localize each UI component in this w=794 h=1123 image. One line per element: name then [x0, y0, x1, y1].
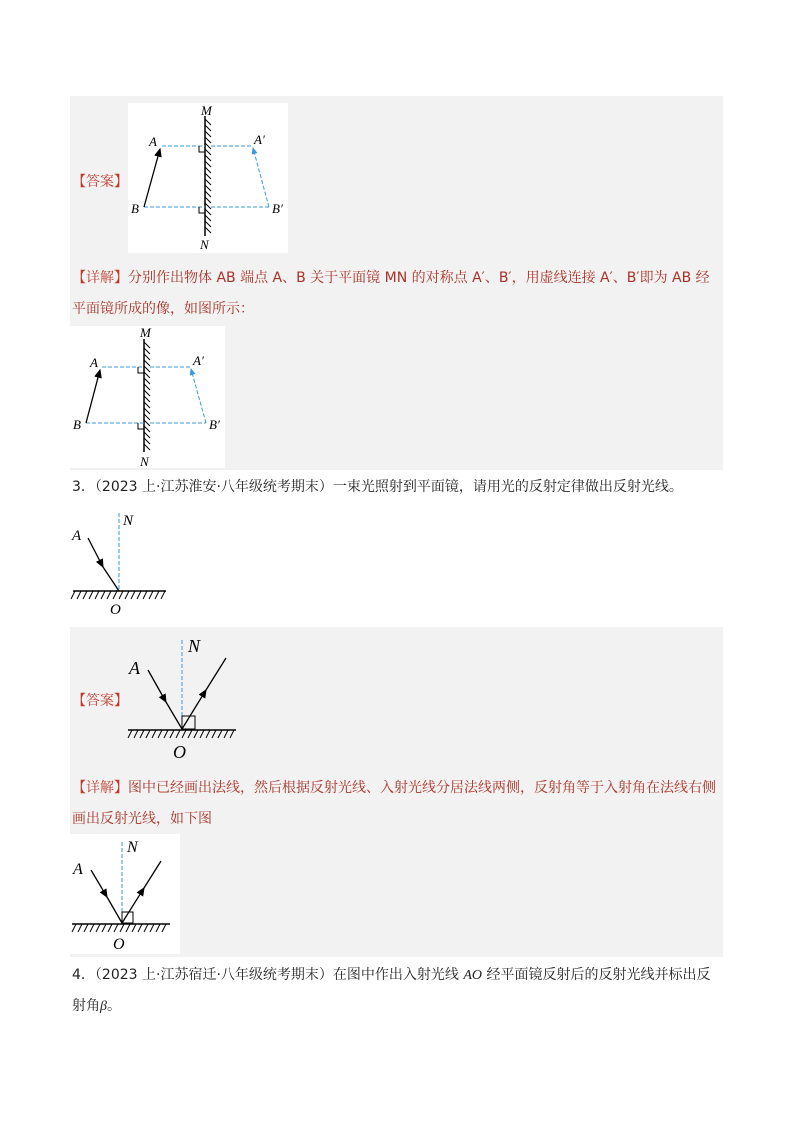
- detail-text-3: [72, 773, 720, 835]
- label-B-2: B: [73, 417, 81, 432]
- question-3-figure: [70, 507, 180, 622]
- question-3-text: 一束光照射到平面镜，请用光的反射定律做出反射光线。: [332, 479, 683, 495]
- detail-tag-3: 【详解】: [72, 780, 128, 796]
- label-B: B: [131, 201, 139, 216]
- detail-body-3: 图中已经画出法线，然后根据反射光线、入射光线分居法线两侧，反射角等于入射角在法线右侧画出反射光线，如下图: [72, 780, 716, 827]
- mirror-symmetry-diagram: [128, 103, 288, 253]
- detail-tag-1: 【详解】: [72, 270, 128, 286]
- detail-text-1: [72, 263, 720, 325]
- d3-label-N: N: [127, 839, 138, 856]
- answer-3-figure: [126, 630, 241, 762]
- label-A-2: A: [90, 355, 98, 370]
- question-4-text-before: 在图中作出入射光线: [332, 967, 464, 983]
- mirror-symmetry-diagram-2: [70, 326, 225, 468]
- question-4-source: （2023 上·江苏宿迁·八年级统考期末）: [94, 967, 333, 983]
- question-4: [72, 960, 722, 1022]
- label-M-2: M: [140, 326, 151, 340]
- a3-label-N: N: [188, 636, 201, 656]
- detail-body-1: 分别作出物体 AB 端点 A、B 关于平面镜 MN 的对称点 A′、B′，用虚线连接 A′、B′即为 AB 经平面镜所成的像，如图所示：: [72, 270, 710, 317]
- label-M: M: [201, 103, 212, 118]
- question-4-end: 。: [106, 998, 121, 1014]
- question-4-beta: β: [100, 999, 107, 1014]
- q3-label-A: A: [72, 528, 82, 544]
- label-B-prime: B′: [272, 201, 283, 216]
- question-4-text-after: 经平面镜反射后的反射光线并标出反射角: [72, 967, 711, 1014]
- label-B-prime-2: B′: [209, 417, 220, 432]
- answer-figure-1: [128, 103, 288, 253]
- label-A: A: [149, 134, 157, 149]
- question-4-number: 4．: [72, 967, 95, 983]
- label-A-prime-2: A′: [193, 353, 204, 368]
- a3-label-A: A: [129, 658, 140, 678]
- answer-tag-3: 【答案】: [72, 693, 128, 709]
- label-A-prime: A′: [254, 132, 265, 147]
- d3-label-A: A: [73, 861, 83, 878]
- q3-label-O: O: [110, 602, 121, 618]
- question-3-source: （2023 上·江苏淮安·八年级统考期末）: [94, 479, 333, 495]
- question-3-number: 3．: [72, 479, 95, 495]
- answer-tag-1: 【答案】: [72, 174, 128, 190]
- question-4-ao: AO: [463, 968, 483, 983]
- detail-3-figure: [70, 834, 180, 954]
- detail-figure-1: [70, 326, 225, 468]
- label-N-2: N: [140, 454, 149, 468]
- a3-label-O: O: [173, 742, 186, 762]
- q3-label-N: N: [123, 513, 134, 529]
- d3-label-O: O: [113, 936, 125, 953]
- label-N: N: [200, 237, 209, 252]
- question-3: [72, 472, 720, 503]
